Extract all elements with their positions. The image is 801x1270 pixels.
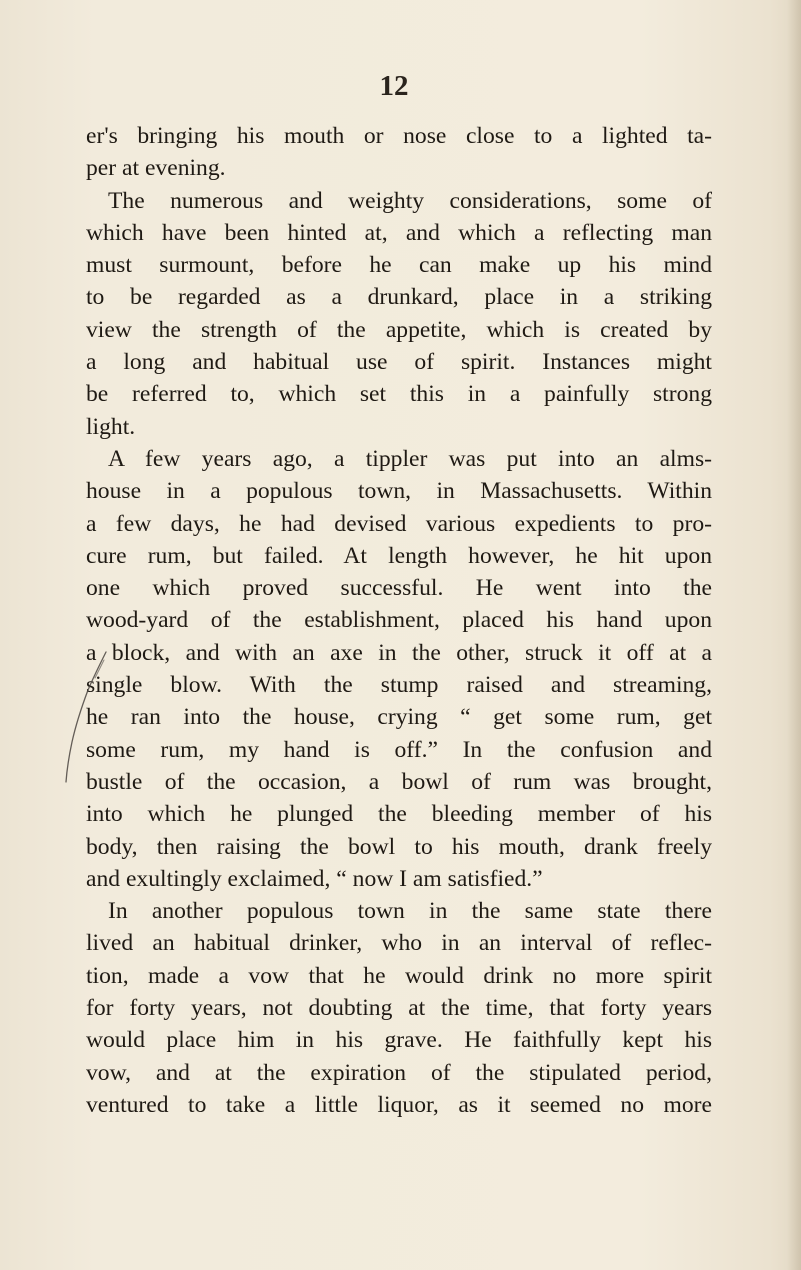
text-line: The numerous and weighty considerations, some of [108, 187, 712, 214]
text-line: wood-yard of the establishment, placed his hand upon [86, 607, 712, 634]
text-line: a long and habitual use of spirit. Instances might [86, 349, 712, 376]
text-line: single blow. With the stump raised and streaming, [86, 672, 712, 699]
text-line: which have been hinted at, and which a reflecting man [86, 219, 712, 246]
text-line: into which he plunged the bleeding member of his [86, 801, 712, 828]
text-line: house in a populous town, in Massachusetts. Within [86, 478, 712, 505]
text-line: a few days, he had devised various expedients to pro- [86, 510, 712, 537]
text-line: light. [86, 413, 136, 440]
text-line: cure rum, but failed. At length however, he hit upon [86, 542, 712, 569]
text-line: be referred to, which set this in a painfully strong [86, 381, 712, 408]
text-line: for forty years, not doubting at the time, that forty years [86, 995, 712, 1022]
pencil-mark-icon [64, 650, 110, 785]
text-line: er's bringing his mouth or nose close to a lighted ta- [86, 123, 712, 149]
text-line: In another populous town in the same state there [108, 898, 712, 925]
text-line: one which proved successful. He went into the [86, 575, 712, 602]
text-line: and exultingly exclaimed, “ now I am satisfied.” [86, 865, 543, 892]
text-line: view the strength of the appetite, which is created by [86, 316, 712, 343]
text-line: would place him in his grave. He faithfully kept his [86, 1027, 712, 1054]
text-line: bustle of the occasion, a bowl of rum was brought, [86, 768, 712, 795]
text-line: must surmount, before he can make up his mind [86, 252, 712, 279]
text-line: he ran into the house, crying “ get some rum, get [86, 704, 712, 731]
text-line: a block, and with an axe in the other, struck it off at a [86, 639, 712, 666]
text-line: lived an habitual drinker, who in an interval of reflec- [86, 930, 712, 957]
text-line: to be regarded as a drunkard, place in a striking [86, 284, 712, 311]
text-line: vow, and at the expiration of the stipulated period, [86, 1059, 712, 1086]
page-edge-shadow [787, 0, 801, 1270]
text-line: body, then raising the bowl to his mouth, drank freely [86, 833, 712, 860]
text-line: per at evening. [86, 155, 226, 182]
page-number: 12 [379, 70, 409, 102]
text-line: ventured to take a little liquor, as it seemed no more [86, 1091, 712, 1118]
text-line: tion, made a vow that he would drink no more spirit [86, 962, 712, 989]
text-line: A few years ago, a tippler was put into an alms- [108, 445, 712, 472]
text-line: some rum, my hand is off.” In the confusion and [86, 736, 712, 763]
body-text [86, 120, 712, 1121]
